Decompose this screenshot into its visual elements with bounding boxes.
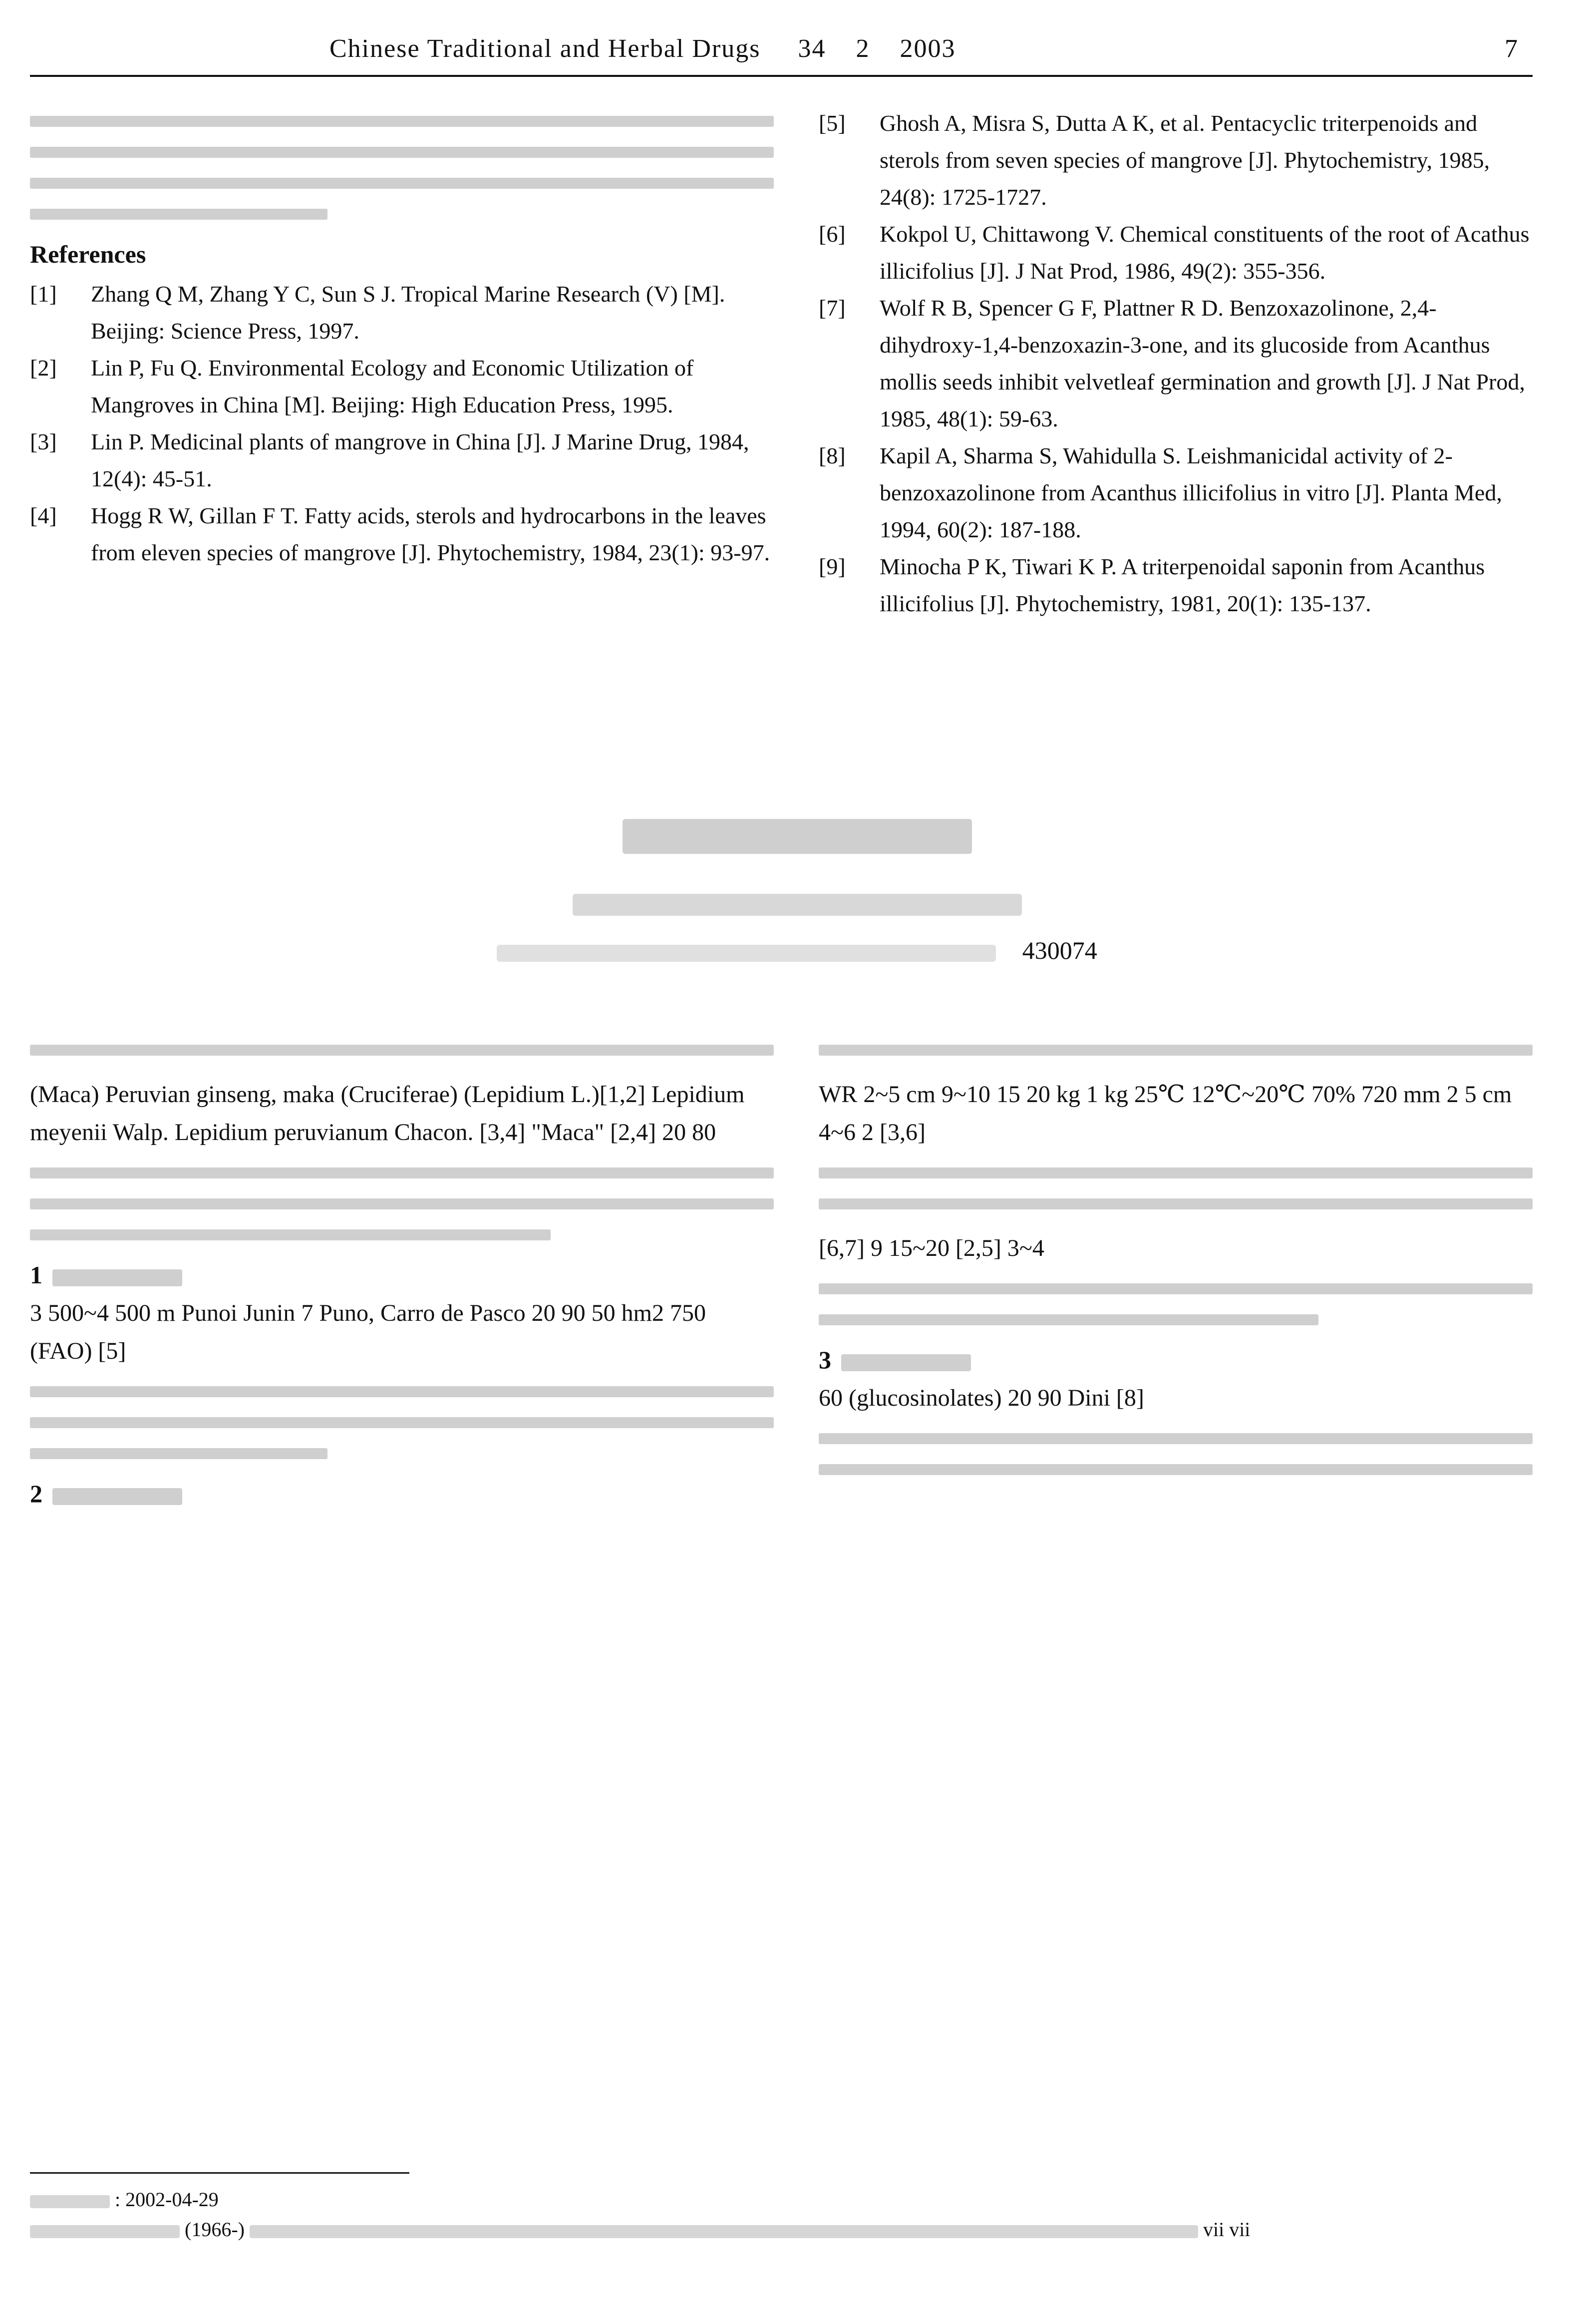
author-birth-year: (1966-) bbox=[185, 2218, 245, 2241]
reference-text: Kapil A, Sharma S, Wahidulla S. Leishmanicidal activity of 2-benzoxazolinone from Acanthus illicifolius in vitro [J]. Planta Med, 1994, 60(2): 187-188. bbox=[880, 443, 1502, 542]
section-number: 1 bbox=[30, 1261, 42, 1289]
reference-item bbox=[819, 437, 1533, 548]
reference-item bbox=[819, 216, 1533, 290]
footnote-label-unreadable bbox=[30, 2195, 110, 2208]
reference-text: Ghosh A, Misra S, Dutta A K, et al. Pentacyclic triterpenoids and sterols from seven species of mangrove [J]. Phytochemistry, 1985, 24(8): 1725-1727. bbox=[880, 110, 1490, 210]
reference-list-right bbox=[819, 105, 1533, 622]
unreadable-text-line bbox=[30, 1045, 774, 1056]
section-number: 2 bbox=[30, 1480, 42, 1508]
reference-number: [5] bbox=[819, 110, 846, 136]
reference-number: [4] bbox=[30, 503, 57, 528]
reference-number: [7] bbox=[819, 295, 846, 321]
unreadable-text-line bbox=[30, 1386, 774, 1397]
affiliation bbox=[0, 936, 1594, 965]
unreadable-text-line bbox=[30, 1417, 774, 1428]
unreadable-text-line bbox=[819, 1198, 1533, 1209]
unreadable-text-line bbox=[30, 209, 327, 220]
journal-issue: 2 bbox=[856, 34, 870, 63]
body-paragraph-terms: [6,7] 9 15~20 [2,5] 3~4 bbox=[819, 1235, 1044, 1261]
unreadable-text-line bbox=[819, 1283, 1533, 1294]
unreadable-text-line bbox=[819, 1433, 1533, 1444]
header-rule bbox=[30, 75, 1533, 77]
footnote-text-unreadable bbox=[30, 2225, 180, 2238]
footnote-received: : 2002-04-29 bbox=[30, 2185, 1533, 2215]
running-header bbox=[30, 20, 1533, 80]
section-heading-3 bbox=[819, 1345, 1533, 1374]
reference-text: Zhang Q M, Zhang Y C, Sun S J. Tropical Marine Research (V) [M]. Beijing: Science Press, 1997. bbox=[91, 281, 725, 344]
authors-unreadable bbox=[573, 894, 1022, 916]
reference-item bbox=[819, 290, 1533, 437]
footnote-author-bio bbox=[30, 2215, 1533, 2245]
footnote-text-unreadable bbox=[250, 2225, 1198, 2238]
page-number: 7 bbox=[1505, 34, 1518, 63]
body-right-column bbox=[819, 1029, 1533, 1495]
unreadable-text-line bbox=[819, 1045, 1533, 1056]
journal-year: 2003 bbox=[900, 34, 956, 63]
reference-text: Wolf R B, Spencer G F, Plattner R D. Benzoxazolinone, 2,4-dihydroxy-1,4-benzoxazin-3-one, and its glucoside from Acanthus mollis seeds inhibit velvetleaf germination and growth [J]. J Nat Prod, 1985, 48(1): 59-63. bbox=[880, 295, 1525, 431]
reference-item bbox=[30, 497, 774, 571]
article-title-block bbox=[0, 819, 1594, 965]
reference-text: Kokpol U, Chittawong V. Chemical constituents of the root of Acathus illicifolius [J]. J Nat Prod, 1986, 49(2): 355-356. bbox=[880, 221, 1530, 284]
body-paragraph-terms: 3 500~4 500 m Punoi Junin 7 Puno, Carro de Pasco 20 90 50 hm2 750 (FAO) [5] bbox=[30, 1300, 706, 1364]
journal-title: Chinese Traditional and Herbal Drugs bbox=[329, 34, 761, 63]
prev-article-left-column bbox=[30, 100, 774, 571]
reference-number: [8] bbox=[819, 443, 846, 468]
section-heading-2 bbox=[30, 1479, 774, 1508]
unreadable-text-line bbox=[819, 1314, 1318, 1325]
section-title-unreadable bbox=[52, 1269, 182, 1286]
section-number: 3 bbox=[819, 1346, 831, 1374]
unreadable-text-line bbox=[30, 147, 774, 158]
unreadable-text-line bbox=[819, 1167, 1533, 1178]
section-title-unreadable bbox=[52, 1488, 182, 1505]
section-heading-1 bbox=[30, 1260, 774, 1289]
references-heading: References bbox=[30, 240, 146, 268]
body-left-column bbox=[30, 1029, 774, 1513]
reference-number: [2] bbox=[30, 355, 57, 381]
reference-number: [6] bbox=[819, 221, 846, 247]
unreadable-text-line bbox=[30, 178, 774, 189]
reference-item bbox=[30, 423, 774, 497]
unreadable-text-line bbox=[30, 1167, 774, 1178]
section-title-unreadable bbox=[841, 1354, 971, 1371]
unreadable-text-line bbox=[30, 116, 774, 127]
reference-item bbox=[819, 105, 1533, 216]
unreadable-text-line bbox=[30, 1198, 774, 1209]
postal-code: 430074 bbox=[1022, 936, 1097, 964]
reference-number: [9] bbox=[819, 554, 846, 579]
article-title-unreadable bbox=[623, 819, 972, 854]
reference-number: [1] bbox=[30, 281, 57, 307]
body-paragraph-terms: WR 2~5 cm 9~10 15 20 kg 1 kg 25℃ 12℃~20℃ 70% 720 mm 2 5 cm 4~6 2 [3,6] bbox=[819, 1081, 1512, 1146]
journal-volume: 34 bbox=[798, 34, 826, 63]
unreadable-text-line bbox=[30, 1448, 327, 1459]
reference-list-left bbox=[30, 276, 774, 571]
reference-text: Lin P, Fu Q. Environmental Ecology and Economic Utilization of Mangroves in China [M]. Beijing: High Education Press, 1995. bbox=[91, 355, 694, 417]
reference-item bbox=[819, 548, 1533, 622]
reference-text: Minocha P K, Tiwari K P. A triterpenoidal saponin from Acanthus illicifolius [J]. Phytochemistry, 1981, 20(1): 135-137. bbox=[880, 554, 1485, 616]
reference-number: [3] bbox=[30, 429, 57, 454]
reference-text: Lin P. Medicinal plants of mangrove in China [J]. J Marine Drug, 1984, 12(4): 45-51. bbox=[91, 429, 749, 491]
unreadable-text-line bbox=[30, 1229, 551, 1240]
footnote-note: vii vii bbox=[1203, 2218, 1251, 2241]
reference-item bbox=[30, 276, 774, 350]
body-paragraph-terms: 60 (glucosinolates) 20 90 Dini [8] bbox=[819, 1385, 1144, 1411]
received-date: 2002-04-29 bbox=[125, 2188, 219, 2211]
journal-name bbox=[329, 34, 956, 63]
reference-text: Hogg R W, Gillan F T. Fatty acids, sterols and hydrocarbons in the leaves from eleven species of mangrove [J]. Phytochemistry, 1984, 23(1): 93-97. bbox=[91, 503, 770, 565]
footnote-rule bbox=[30, 2172, 409, 2174]
footnote bbox=[30, 2185, 1533, 2245]
unreadable-text-line bbox=[819, 1464, 1533, 1475]
prev-article-right-column bbox=[819, 105, 1533, 622]
reference-item bbox=[30, 350, 774, 423]
affiliation-unreadable bbox=[497, 945, 996, 962]
body-paragraph-terms: (Maca) Peruvian ginseng, maka (Cruciferae) (Lepidium L.)[1,2] Lepidium meyenii Walp. Lepidium peruvianum Chacon. [3,4] "Maca" [2,4] 20 80 bbox=[30, 1081, 745, 1146]
